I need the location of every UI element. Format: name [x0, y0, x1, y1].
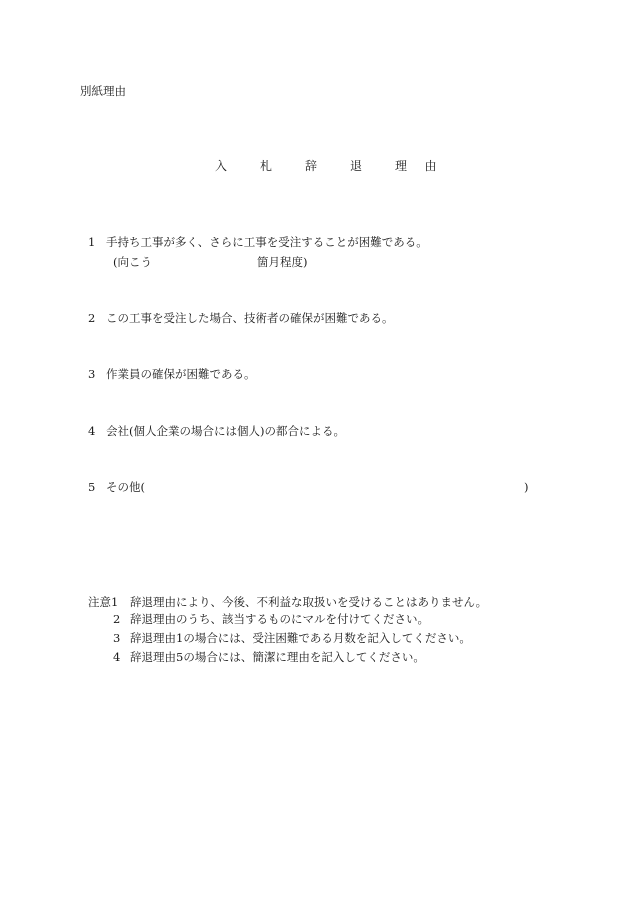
note-text: 辞退理由1の場合には、受注困難である月数を記入してください。 — [130, 631, 471, 645]
note-text: 辞退理由により、今後、不利益な取扱いを受けることはありません。 — [130, 595, 488, 609]
title-char: 辞 — [304, 159, 317, 173]
reason-text: 手持ち工事が多く、さらに工事を受注することが困難である。 — [106, 235, 428, 249]
reason-number: 4 — [88, 424, 96, 438]
reason-item-5 — [88, 482, 145, 494]
note-number: 2 — [113, 612, 121, 626]
note-number: 4 — [113, 650, 121, 664]
reason-item-1 — [88, 237, 428, 249]
title-char: 理 — [394, 159, 407, 173]
note-text: 辞退理由5の場合には、簡潔に理由を記入してください。 — [130, 650, 425, 664]
reason-item-3 — [88, 369, 256, 381]
title-char: 入 — [214, 159, 227, 173]
document-title — [0, 160, 630, 172]
reason-text: その他( — [106, 480, 145, 494]
attachment-label: 別紙理由 — [80, 84, 126, 98]
reason-number: 3 — [88, 367, 96, 381]
reason-number: 5 — [88, 480, 96, 494]
reason-number: 1 — [88, 235, 96, 249]
reason-1-months-line — [113, 257, 308, 269]
title-char: 退 — [349, 159, 362, 173]
notes-heading: 注意1 — [88, 595, 119, 609]
note-text: 辞退理由のうち、該当するものにマルを付けてください。 — [130, 612, 429, 626]
reason-text: 会社(個人企業の場合には個人)の都合による。 — [106, 424, 345, 438]
reason-text: 作業員の確保が困難である。 — [106, 367, 256, 381]
months-open-label: (向こう — [113, 255, 152, 269]
reason-text: この工事を受注した場合、技術者の確保が困難である。 — [106, 311, 394, 325]
months-close-label: 箇月程度) — [257, 255, 308, 269]
title-char: 由 — [424, 159, 437, 173]
note-number: 3 — [113, 631, 121, 645]
reason-5-close-paren: ) — [524, 480, 529, 494]
reason-item-2 — [88, 313, 394, 325]
reason-number: 2 — [88, 311, 96, 325]
title-char: 札 — [259, 159, 272, 173]
reason-item-4 — [88, 426, 345, 438]
